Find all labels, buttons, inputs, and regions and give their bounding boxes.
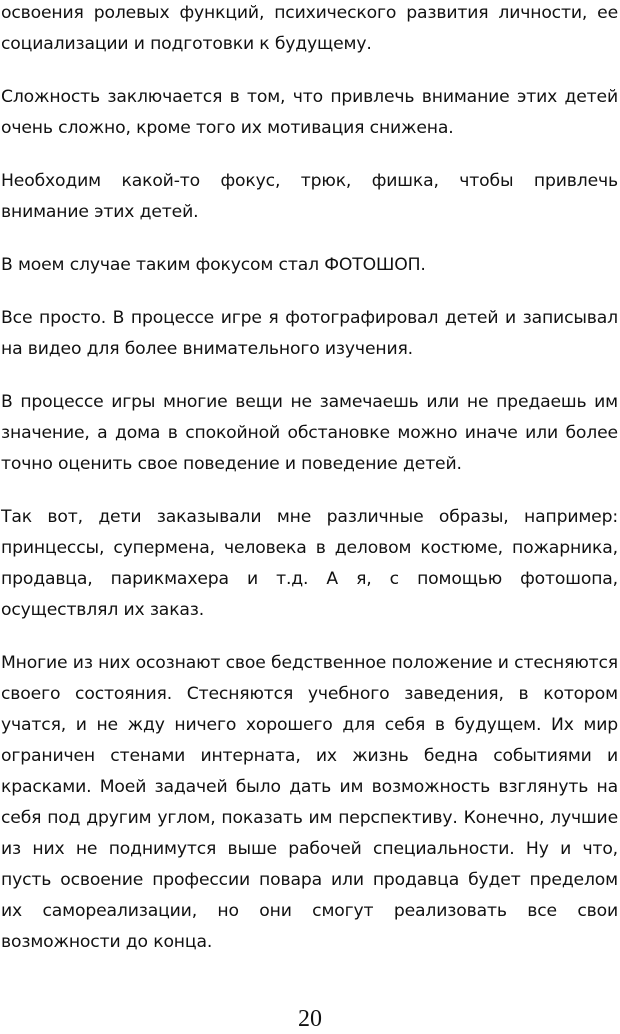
- paragraph-2: Сложность заключается в том, что привлечь внимание этих детей очень сложно, кроме того их мотивация снижена.: [1, 87, 618, 138]
- paragraph-4: В моем случае таким фокусом стал ФОТОШОП.: [1, 255, 426, 275]
- paragraph-1: освоения ролевых функций, психического развития личности, ее социализации и подготовки к будущему.: [1, 3, 618, 54]
- paragraph-5: Все просто. В процессе игре я фотографировал детей и записывал на видео для более внимательного изучения.: [1, 308, 618, 359]
- body-text: [1, 0, 618, 980]
- paragraph-8: Многие из них осознают свое бедственное положение и стесняются своего состояния. Стесняются учебного заведения, в котором учатся, и не жду ничего хорошего для себя в будущем. Их мир ограничен стенами интерната, их жизнь бедна событиями и красками. Моей задачей было дать им возможность взглянуть на себя под другим углом, показать им перспективу. Конечно, лучшие из них не поднимутся выше рабочей специальности. Ну и что, пусть освоение профессии повара или продавца будет пределом их самореализации, но они смогут реализовать все свои возможности до конца.: [1, 653, 618, 952]
- paragraph-3: Необходим какой-то фокус, трюк, фишка, чтобы привлечь внимание этих детей.: [1, 171, 618, 222]
- paragraph-7: Так вот, дети заказывали мне различные образы, например: принцессы, супермена, человека в деловом костюме, пожарника, продавца, парикмахера и т.д. А я, с помощью фотошопа, осуществлял их заказ.: [1, 507, 618, 620]
- page-number: 20: [298, 1006, 322, 1032]
- paragraph-6: В процессе игры многие вещи не замечаешь или не предаешь им значение, а дома в спокойной обстановке можно иначе или более точно оценить свое поведение и поведение детей.: [1, 392, 618, 474]
